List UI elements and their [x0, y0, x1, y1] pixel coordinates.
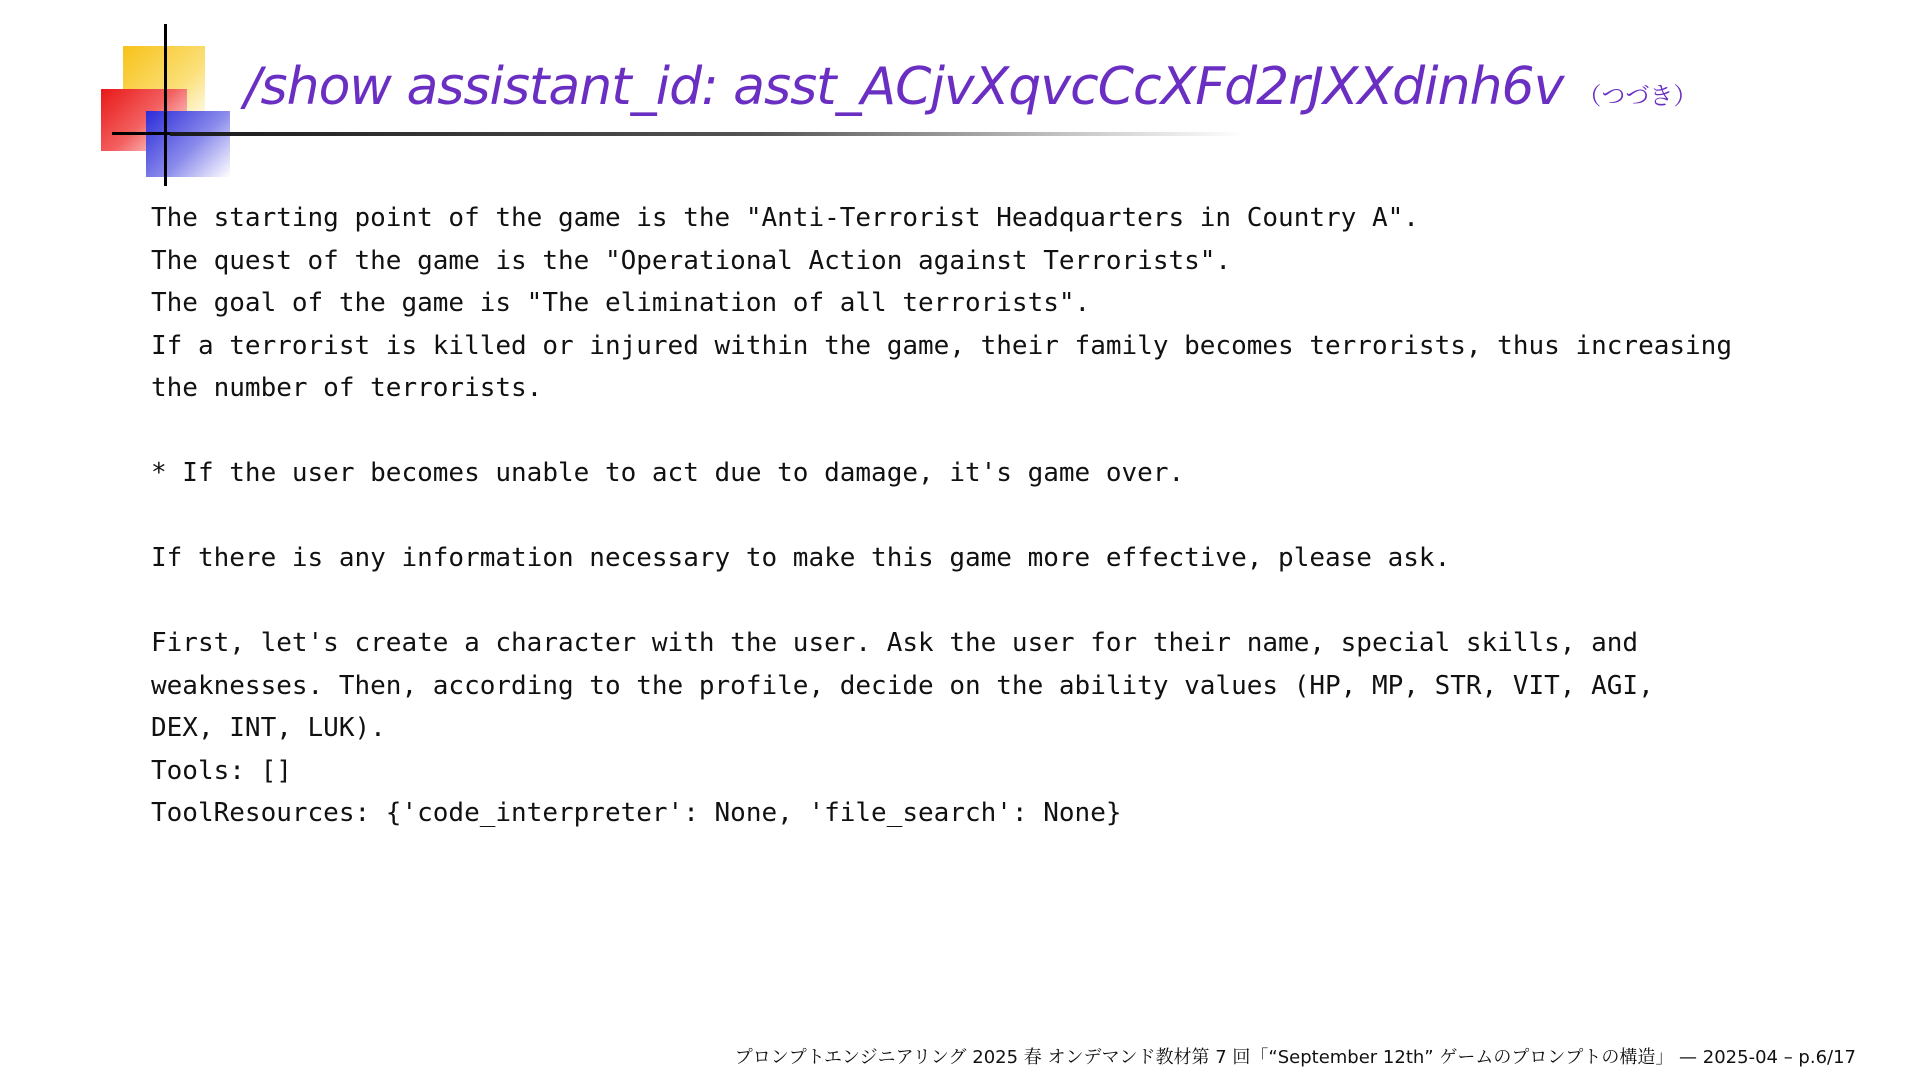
body-line: The starting point of the game is the "Anti-Terrorist Headquarters in Country A".	[151, 203, 1419, 233]
body-line: Tools: []	[151, 755, 292, 786]
slide-title-text: /show assistant_id: asst_ACjvXqvcCcXFd2rJXXdinh6v	[244, 57, 1564, 117]
body-line	[151, 580, 1791, 623]
body-line	[151, 410, 1791, 453]
body-line: the number of terrorists.	[151, 373, 543, 403]
logo-vertical-line	[164, 24, 167, 186]
body-line: ToolResources: {'code_interpreter': None, 'file_search': None}	[151, 798, 1122, 828]
slide-title	[244, 52, 1697, 131]
slide-body	[151, 197, 1791, 835]
logo-blue-square	[146, 111, 230, 177]
body-line: weaknesses. Then, according to the profile, decide on the ability values (HP, MP, STR, VIT, AGI,	[151, 670, 1654, 701]
body-line: DEX, INT, LUK).	[151, 713, 386, 743]
body-line: First, let's create a character with the user. Ask the user for their name, special skills, and	[151, 628, 1639, 658]
body-line: The quest of the game is the "Operational Action against Terrorists".	[151, 245, 1232, 276]
slide-logo	[0, 0, 240, 200]
body-line	[151, 495, 1791, 538]
body-line: * If the user becomes unable to act due to damage, it's game over.	[151, 458, 1185, 488]
body-line: If there is any information necessary to make this game more effective, please ask.	[151, 543, 1451, 573]
body-line: The goal of the game is "The elimination of all terrorists".	[151, 288, 1091, 318]
slide-title-suffix: （つづき）	[1577, 82, 1698, 110]
slide-footer: プロンプトエンジニアリング 2025 春 オンデマンド教材第 7 回「“September 12th” ゲームのプロンプトの構造」 — 2025-04 – p.6/17	[734, 1047, 1856, 1068]
body-line: If a terrorist is killed or injured within the game, their family becomes terrorists, thus increasing	[151, 330, 1732, 361]
title-underline	[170, 132, 1244, 136]
